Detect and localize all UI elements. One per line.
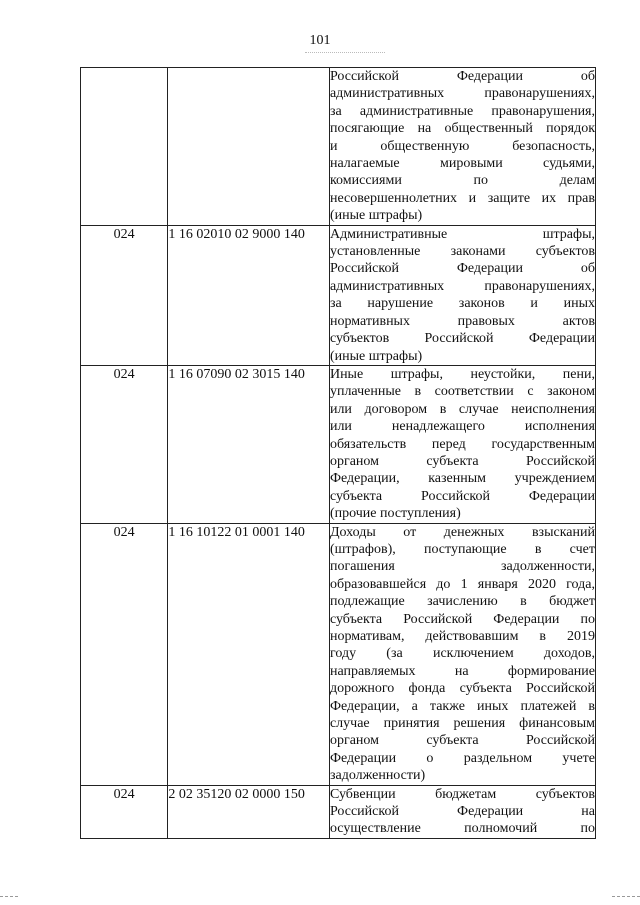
income-name-cell <box>329 225 595 365</box>
text-line: и общественную безопасность, <box>329 138 595 154</box>
text-line: (штрафов), поступающие в счет <box>329 541 595 557</box>
text-line: за нарушение законов и иных <box>329 296 595 312</box>
scan-edge-mark-left <box>0 896 18 897</box>
page-number: 101 <box>309 33 331 48</box>
text-line: Федерации, а также иных платежей в <box>329 698 595 714</box>
text-line: Федерации, казенным учреждением <box>329 471 595 487</box>
text-line: обязательств перед государственным <box>329 436 595 452</box>
text-line: погашения задолженности, <box>329 559 595 575</box>
text-line: Федерации о раздельном учете <box>329 750 595 766</box>
table-row <box>81 225 596 365</box>
text-line: органом субъекта Российской <box>329 453 595 469</box>
scan-edge-mark-right <box>612 896 640 897</box>
income-code-cell: 1 16 07090 02 3015 140 <box>168 365 330 523</box>
text-line: уплаченные в соответствии с законом <box>329 384 595 400</box>
text-line: нормативных правовых актов <box>329 313 595 329</box>
text-line: или договором в случае неисполнения <box>329 401 595 417</box>
income-code-cell: 1 16 02010 02 9000 140 <box>168 225 330 365</box>
income-name-cell <box>329 365 595 523</box>
budget-classification-table <box>80 67 596 839</box>
text-line: осуществление полномочий по <box>329 821 595 837</box>
income-name-cell <box>329 785 595 838</box>
table-body <box>81 68 596 839</box>
text-line: или ненадлежащего исполнения <box>329 419 595 435</box>
text-line: задолженности) <box>329 768 426 784</box>
text-line: Субвенции бюджетам субъектов <box>329 786 595 802</box>
text-line: субъектов Российской Федерации <box>329 331 595 347</box>
table-row <box>81 68 596 226</box>
admin-code-cell: 024 <box>81 365 168 523</box>
text-line: за административные правонарушения, <box>329 103 595 119</box>
text-line: Российской Федерации об <box>329 69 595 84</box>
text-line: административных правонарушениях, <box>329 86 595 102</box>
header-divider <box>305 52 385 53</box>
text-line: образовавшейся до 1 января 2020 года, <box>329 576 595 592</box>
text-line: Иные штрафы, неустойки, пени, <box>329 366 595 382</box>
text-line: (иные штрафы) <box>329 348 423 364</box>
table-row <box>81 785 596 838</box>
admin-code-cell: 024 <box>81 225 168 365</box>
text-line: административных правонарушениях, <box>329 278 595 294</box>
text-line: комиссиями по делам <box>329 173 595 189</box>
text-line: дорожного фонда субъекта Российской <box>329 681 595 697</box>
text-line: органом субъекта Российской <box>329 733 595 749</box>
text-line: посягающие на общественный порядок <box>329 121 595 137</box>
income-code-cell: 2 02 35120 02 0000 150 <box>168 785 330 838</box>
text-line: (прочие поступления) <box>329 506 461 522</box>
text-line: Российской Федерации на <box>329 804 595 820</box>
admin-code-cell <box>81 68 168 226</box>
text-line: нормативам, действовавшим в 2019 <box>329 629 595 644</box>
admin-code-cell: 024 <box>81 785 168 838</box>
text-line: Административные штрафы, <box>329 226 595 242</box>
text-line: случае принятия решения финансовым <box>329 716 595 732</box>
text-line: году (за исключением доходов, <box>329 646 595 662</box>
text-line: установленные законами субъектов <box>329 244 595 260</box>
income-code-cell: 1 16 10122 01 0001 140 <box>168 523 330 785</box>
text-line: Российской Федерации об <box>329 261 595 277</box>
text-line: налагаемые мировыми судьями, <box>329 156 595 172</box>
text-line: субъекта Российской Федерации <box>329 488 595 504</box>
income-code-cell <box>168 68 330 226</box>
text-line: направляемых на формирование <box>329 663 595 679</box>
text-line: подлежащие зачислению в бюджет <box>329 594 595 610</box>
income-name-cell <box>329 68 595 226</box>
text-line: субъекта Российской Федерации по <box>329 611 595 627</box>
text-line: (иные штрафы) <box>329 208 423 224</box>
table-row <box>81 365 596 523</box>
income-name-cell <box>329 523 595 785</box>
table-row <box>81 523 596 785</box>
text-line: Доходы от денежных взысканий <box>329 524 595 540</box>
text-line: несовершеннолетних и защите их прав <box>329 190 595 206</box>
admin-code-cell: 024 <box>81 523 168 785</box>
